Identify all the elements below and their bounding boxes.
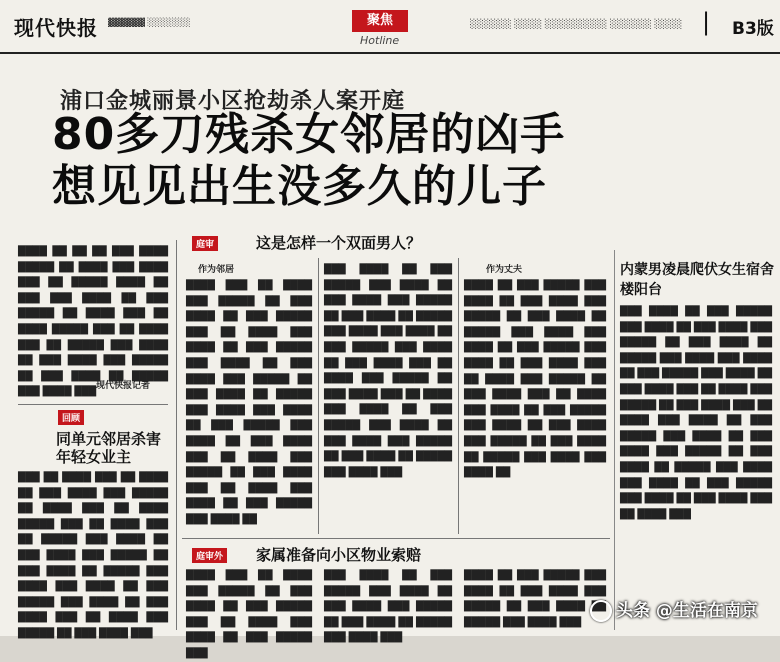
watermark-text: 头条 @生活在南京 xyxy=(616,601,758,621)
col-a-tag: 作为邻居 xyxy=(198,265,235,275)
headline-line-1: 80多刀残杀女邻居的凶手 xyxy=(52,109,566,160)
page-number: B3版 xyxy=(732,19,774,39)
sidebar-subhead: 内蒙男凌晨爬伏女生宿舍楼阳台 xyxy=(620,262,774,298)
main-subhead: 这是怎样一个双面男人？ xyxy=(256,234,422,252)
left-column-text-bottom: ███ ██ ████ ███ ██ ████ ██ ███ ████ ███ █████ ██ ████ ███ ██ ████ █████ ███ ██ ████ ███ ██ █████ ███ ████ ██ ███ ████ ███ █████ ██ ███ ████ ██ █████ ███ ████ ███ ████ ██ ███ █████ ███ ████ ██ ███ ████ ███ ██ ████ ███ █████ ██ ███ ████ ███ xyxy=(18,472,168,639)
main-tag: 庭审 xyxy=(192,236,218,251)
main-bottom-divider xyxy=(182,538,610,539)
masthead-divider: | xyxy=(702,8,711,36)
bottom-column-a: ████ ███ ██ ████ ███ █████ ██ ███ ████ ██ ███ █████ ███ ██ ████ ███ ████ ██ ███ █████ ███ xyxy=(186,570,312,659)
left-column-text-top: ████ ██ ██ ██ ███ ████ █████ ██ ████ ███ ████ ███ ██ █████ ████ ██ ███ ███ ████ ██ ███ █████ ██ ████ ███ ██ ████ █████ ███ ██ ████ ███ ██ █████ ███ ████ ██ ███ ████ ███ █████ ██ ███ ████ ██ █████ ███ ████ ███ xyxy=(18,246,168,398)
bottom-column-b: ███ ████ ██ ███ █████ ███ ████ ██ ███ ████ ███ █████ ██ ███ ████ ██ █████ ███ ████ ███ xyxy=(324,570,452,644)
bottom-subhead: 家属准备向小区物业索赔 xyxy=(256,546,422,564)
left-tag: 回顾 xyxy=(58,410,84,425)
camera-icon xyxy=(590,600,612,622)
bottom-column-c: ████ ██ ███ █████ ███ ████ ██ ███ ████ ███ █████ ██ ███ ████ ██ █████ ███ ████ ███ xyxy=(464,570,606,628)
left-byline: 现代快报记者 xyxy=(96,381,151,391)
masthead-logo-strip: ▓▓▓▓▓▓ ░░░░░░░ xyxy=(108,18,191,27)
column-rule-2 xyxy=(318,258,319,534)
paper-name: 现代快报 xyxy=(14,16,98,40)
section-english: Hotline xyxy=(360,34,400,47)
headline-kicker: 浦口金城丽景小区抢劫杀人案开庭 xyxy=(60,89,406,114)
watermark xyxy=(590,596,758,622)
sidebar-text: ███ ████ ██ ███ █████ ███ ████ ██ ███ ████ ███ █████ ██ ███ ████ ██ █████ ███ ████ ███ ████ ██ ███ █████ ███ ████ ██ ███ ████ ███ ██ ████ ███ █████ ██ ███ ████ ███ ██ ████ ███ ████ ██ ███ █████ ███ ████ ██ ███ ████ ███ █████ ██ ███ ████ ██ █████ ███ ████ ███ ████ ██ ███ █████ ███ ████ ██ ███ ████ ███ ██ ████ ███ xyxy=(620,306,772,520)
main-column-a: ████ ███ ██ ████ ███ █████ ██ ███ ████ ██ ███ █████ ███ ██ ████ ███ ████ ██ ███ █████ ███ ████ ██ ███ ████ ███ █████ ██ ███ ████ ██ █████ ███ ████ ███ ████ ██ ███ █████ ███ ████ ██ ███ ████ ███ ██ ████ ███ █████ ██ ███ ████ ███ ██ ████ ███ ████ ██ ███ █████ ███ ████ ██ xyxy=(186,280,312,525)
main-column-b: ███ ████ ██ ███ █████ ███ ████ ██ ███ ████ ███ █████ ██ ███ ████ ██ █████ ███ ████ ███ ████ ██ ███ █████ ███ ████ ██ ███ ████ ███ ██ ████ ███ █████ ██ ███ ████ ███ ██ ████ ███ ████ ██ ███ █████ ███ ████ ██ ███ ████ ███ █████ ██ ███ ████ ██ █████ ███ ████ ███ xyxy=(324,264,452,478)
main-column-c: ████ ██ ███ █████ ███ ████ ██ ███ ████ ███ █████ ██ ███ ████ ██ █████ ███ ████ ███ ████ ██ ███ █████ ███ ████ ██ ███ ████ ███ ██ ████ ███ █████ ██ ███ ████ ███ ██ ████ ███ ████ ██ ███ █████ ███ ████ ██ ███ ████ ███ █████ ██ ███ ████ ██ █████ ███ ████ ███ ████ ██ xyxy=(464,280,606,479)
column-rule-3 xyxy=(458,258,459,534)
masthead xyxy=(0,0,780,54)
column-rule-1 xyxy=(176,240,177,630)
masthead-info-strip: ░░░░░░ ░░░░ ░░░░░░░░░ ░░░░░░ ░░░░ xyxy=(470,20,683,30)
section-tag: 聚焦 xyxy=(352,10,408,32)
left-subhead: 同单元邻居杀害年轻女业主 xyxy=(56,430,162,466)
left-divider xyxy=(18,404,168,405)
bottom-tag: 庭审外 xyxy=(192,548,227,563)
headline-line-2: 想见见出生没多久的儿子 xyxy=(52,161,547,212)
col-c-tag: 作为丈夫 xyxy=(486,265,523,275)
